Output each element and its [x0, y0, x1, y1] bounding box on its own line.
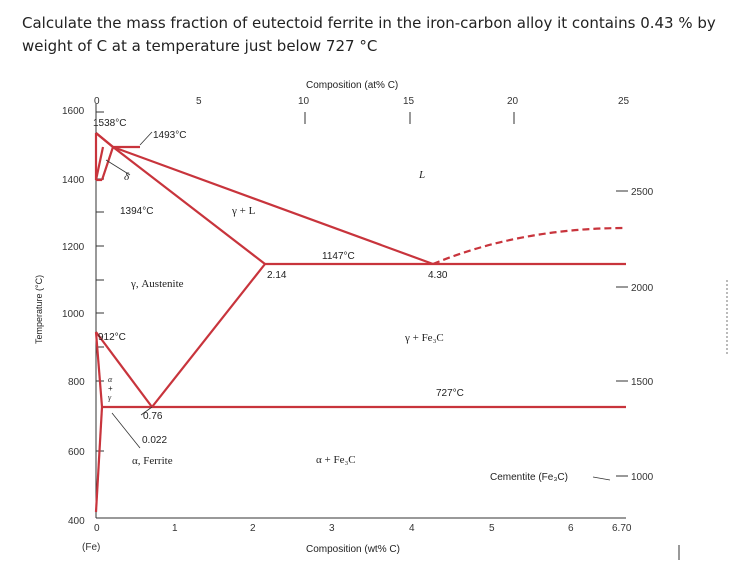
left-tick-1400: 1400 — [62, 175, 85, 186]
label-ferrite: α, Ferrite — [132, 455, 173, 467]
top-tick-0: 0 — [94, 96, 100, 107]
question-line-1: Calculate the mass fraction of eutectoid ferrite in the iron-carbon alloy it contains 0.43 % by — [22, 14, 716, 32]
label-alpha-gamma-g: γ — [108, 393, 112, 402]
label-1147: 1147°C — [322, 251, 355, 262]
bottom-tick-3: 3 — [329, 523, 335, 534]
top-tick-15: 15 — [403, 96, 415, 107]
left-tick-1600: 1600 — [62, 106, 85, 117]
top-axis-title: Composition (at% C) — [306, 80, 399, 91]
label-alpha-plus-fe3c: α + Fe₃C — [316, 454, 356, 466]
label-4-30: 4.30 — [428, 270, 448, 281]
delta-peritectic-boundary — [96, 133, 140, 147]
left-tick-600: 600 — [68, 447, 85, 458]
right-tick-2500: 2500 — [631, 187, 654, 198]
bottom-fe-label: (Fe) — [82, 542, 101, 553]
top-tick-10: 10 — [298, 96, 310, 107]
label-1394: 1394°C — [120, 206, 154, 217]
right-tick-2000: 2000 — [631, 283, 654, 294]
label-gamma-plus-fe3c: γ + Fe₃C — [405, 332, 444, 344]
delta-liquidus-segment — [96, 133, 113, 147]
label-delta: δ — [124, 171, 130, 183]
label-727: 727°C — [436, 388, 464, 399]
bottom-tick-6-70: 6.70 — [612, 523, 632, 534]
label-1538: 1538°C — [93, 118, 127, 129]
bottom-axis-title: Composition (wt% C) — [306, 544, 400, 555]
left-axis-title: Temperature (°C) — [34, 274, 44, 344]
label-austenite: γ, Austenite — [131, 278, 184, 290]
phase-boundaries — [96, 133, 626, 512]
top-tick-5: 5 — [196, 96, 202, 107]
bottom-tick-1: 1 — [172, 523, 178, 534]
left-tick-1000: 1000 — [62, 309, 85, 320]
leader-cementite — [593, 477, 610, 480]
a3-line — [96, 332, 152, 407]
bottom-tick-0: 0 — [94, 523, 100, 534]
top-tick-25: 25 — [618, 96, 630, 107]
label-0-022: 0.022 — [142, 435, 168, 446]
label-0-76: 0.76 — [143, 411, 163, 422]
label-alpha-gamma-plus: + — [108, 384, 113, 393]
liquidus-left — [113, 147, 433, 264]
label-gamma-plus-l: γ + L — [232, 205, 256, 217]
cementite-liquidus-dashed — [433, 228, 626, 264]
right-tick-1500: 1500 — [631, 377, 654, 388]
top-tick-20: 20 — [507, 96, 519, 107]
label-liquid: L — [419, 169, 426, 181]
leader-0022 — [112, 413, 140, 448]
bottom-tick-6: 6 — [568, 523, 574, 534]
label-2-14: 2.14 — [267, 270, 287, 281]
left-tick-400: 400 — [68, 516, 85, 527]
leader-1493 — [140, 132, 152, 145]
left-tick-1200: 1200 — [62, 242, 85, 253]
bottom-tick-4: 4 — [409, 523, 415, 534]
label-cementite: Cementite (Fe₃C) — [490, 472, 568, 483]
ferrite-solvus — [96, 407, 102, 512]
label-1493: 1493°C — [153, 130, 187, 141]
bottom-tick-5: 5 — [489, 523, 495, 534]
right-tick-1000: 1000 — [631, 472, 654, 483]
label-912: 912°C — [98, 332, 126, 343]
label-alpha-gamma-a: α — [108, 375, 113, 384]
question-line-2: weight of C at a temperature just below 727 °C — [22, 37, 378, 55]
left-tick-800: 800 — [68, 377, 85, 388]
bottom-tick-2: 2 — [250, 523, 256, 534]
alpha-gamma-boundary — [96, 332, 102, 407]
